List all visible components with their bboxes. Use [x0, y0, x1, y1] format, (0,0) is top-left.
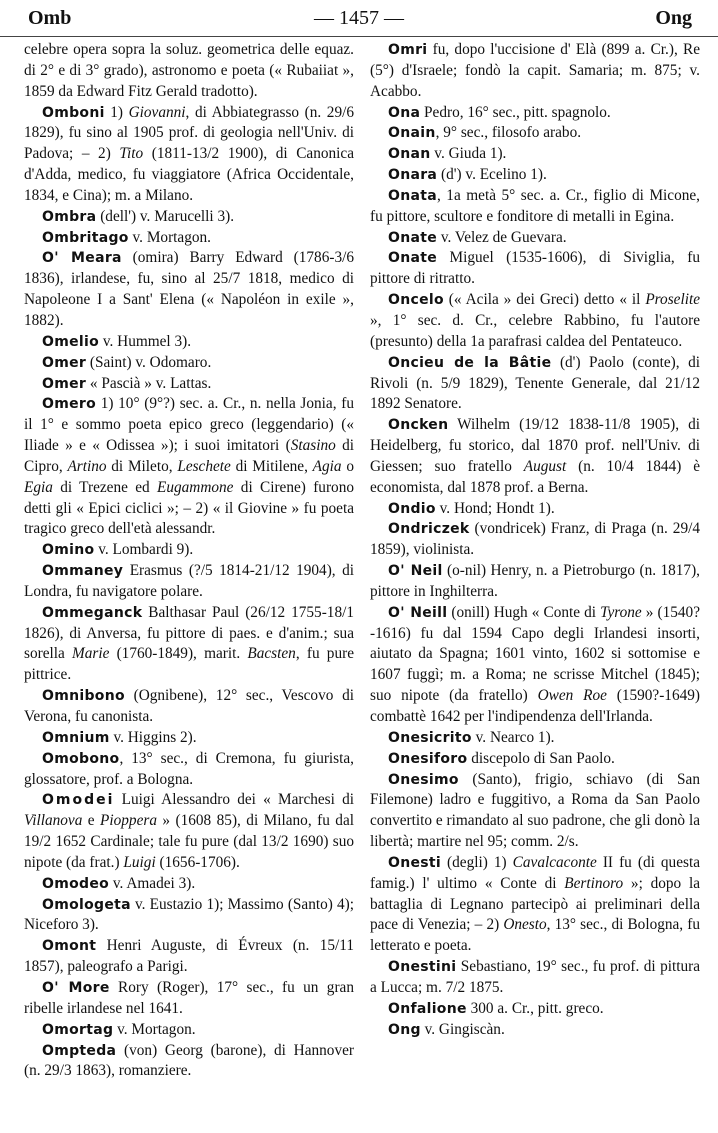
entry-text: « Pascià » v. Lattas.	[86, 374, 212, 392]
entry-text: v. Eustazio 1); Massimo (Santo) 4); Niceforo 3).	[24, 895, 354, 934]
dictionary-entry	[370, 353, 700, 416]
entry-text: , 1a metà 5° sec. a. Cr., figlio di Micone, fu pittore, scultore e fonditore di metalli in Egina.	[370, 186, 700, 225]
entry-headword: Oncken	[388, 417, 449, 434]
entry-italic: Tyrone	[600, 603, 642, 621]
entry-text: v. Amadei 3).	[109, 874, 196, 892]
dictionary-entry	[24, 686, 354, 728]
entry-italic: Proselite	[645, 291, 700, 309]
entry-italic: Leschete	[177, 457, 231, 475]
dictionary-entry	[24, 749, 354, 791]
dictionary-entry	[370, 123, 700, 144]
entry-text: (vondricek) Franz, di Praga (n. 29/4 1859), violinista.	[370, 520, 700, 559]
entry-text: v. Higgins 2).	[109, 728, 197, 746]
dictionary-entry	[24, 103, 354, 207]
entry-text: discepolo di San Paolo.	[467, 749, 615, 767]
entry-headword: Omelio	[42, 333, 100, 350]
dictionary-entry	[370, 228, 700, 249]
dictionary-entry	[370, 144, 700, 165]
dictionary-entry	[370, 40, 700, 103]
entry-text: di Cirene) furono detti gli « Epici ciclici »; – 2) « il Giovine » fu poeta tragico greco dell'età alessandr.	[24, 478, 354, 538]
entry-text: » (1540?-1616) fu dal 1594 Capo degli Irlandesi insorti, aiutato da Spagna; 1601 vinto, 1602 si sottomise e 1607 fuggì; m. a Roma; ne scrisse Mitchel (1845); suo nipote (da fratello)	[370, 603, 700, 705]
entry-text: di Trezene ed	[52, 478, 157, 496]
entry-italic: Tito	[119, 145, 144, 163]
entry-headword: Ombritago	[42, 229, 129, 246]
dictionary-entry	[370, 186, 700, 228]
entry-italic: Egia	[24, 478, 53, 496]
entry-text: v. Giuda 1).	[430, 145, 507, 163]
entry-text: (Ognibene), 12° sec., Vescovo di Verona, fu canonista.	[24, 687, 354, 725]
dictionary-entry	[370, 103, 700, 124]
entry-text: Rory (Roger), 17° sec., fu un gran ribelle irlandese nel 1641.	[24, 978, 354, 1017]
entry-headword: Ompteda	[42, 1042, 117, 1059]
entry-headword: Onate	[388, 229, 438, 246]
entry-text: » (1608 85), di Milano, fu dal 19/2 1652 Cardinale; tale fu pure (dal 13/2 1690) suo nipote (da frat.)	[24, 812, 354, 871]
dictionary-entry	[370, 499, 700, 520]
entry-text: , 13° sec., di Bologna, fu letterato e poeta.	[370, 916, 700, 955]
dictionary-entry	[370, 999, 700, 1020]
entry-headword: Oncelo	[388, 292, 444, 309]
entry-headword: Omobono	[42, 750, 120, 767]
entry-headword: Onesti	[388, 854, 441, 871]
entry-headword: Omnium	[42, 729, 110, 746]
entry-text: celebre opera sopra la soluz. geometrica delle equaz. di 2° e di 3° grado), astronomo e poeta (« Rubaiiat », 1859 da Edward Fitz Gerald tradotto).	[24, 41, 354, 100]
entry-headword: Ondio	[388, 500, 436, 517]
dictionary-entry	[24, 394, 354, 540]
entry-text: (d') Paolo (conte), di Rivoli (n. 5/9 1829), Tenente Generale, dal 21/12 1892 Senatore.	[370, 353, 700, 413]
entry-headword: Onan	[388, 146, 431, 163]
entry-italic: Cavalcaconte	[512, 853, 597, 871]
entry-headword: Omboni	[42, 104, 105, 121]
entry-italic: Villanova	[24, 812, 83, 830]
entry-headword: Omer	[42, 354, 87, 371]
entry-text: (omira) Barry Edward (1786-3/6 1836), irlandese, fu, sino al 25/7 1818, medico di Napoleone I a Sant' Elena (« Napoléon in exile », 1882).	[24, 249, 354, 329]
entry-text: v. Velez de Guevara.	[437, 228, 567, 246]
entry-headword: Onesicrito	[388, 729, 472, 746]
dictionary-entry	[370, 770, 700, 853]
page-number: — 1457 —	[314, 7, 404, 29]
entry-text: (1760-1849), marit.	[109, 645, 248, 663]
dictionary-entry	[24, 540, 354, 561]
dictionary-entry	[370, 957, 700, 999]
entry-text: Erasmus (?/5 1814-21/12 1904), di Londra, fu navigatore polare.	[24, 562, 354, 600]
entry-headword: Omologeta	[42, 896, 131, 913]
entry-text: di Cipro,	[24, 437, 354, 475]
entry-text: di Mileto,	[106, 457, 178, 475]
entry-text: v. Nearco 1).	[471, 728, 555, 746]
dictionary-entry	[370, 290, 700, 353]
header-left-guideword: Omb	[28, 7, 72, 29]
dictionary-entry	[24, 1020, 354, 1041]
entry-headword: Onfalione	[388, 1000, 467, 1017]
entry-italic: Agia	[312, 457, 342, 475]
entry-italic: Owen Roe	[537, 687, 607, 705]
dictionary-entry	[24, 728, 354, 749]
dictionary-entry	[24, 374, 354, 395]
entry-text: , 13° sec., di Cremona, fu giurista, glossatore, prof. a Bologna.	[24, 749, 354, 788]
dictionary-entry	[370, 728, 700, 749]
dictionary-entry	[24, 895, 354, 937]
entry-headword: Ondriczek	[388, 521, 470, 538]
entry-headword: O' More	[42, 979, 110, 996]
entry-text: Balthasar Paul (26/12 1755-18/1 1826), di Anversa, fu pittore di paes. e d'anim.; sua sorella	[24, 603, 354, 663]
dictionary-entry	[370, 519, 700, 561]
entry-headword: Ommeganck	[42, 604, 143, 621]
entry-headword: Omortag	[42, 1021, 114, 1038]
left-column	[24, 40, 354, 1082]
entry-text: , di Abbiategrasso (n. 29/6 1829), fu sino al 1905 prof. di geologia nell'Univ. di Padova; – 2)	[24, 103, 354, 163]
entry-text: 1) 10° (9°?) sec. a. Cr., n. nella Jonia, fu il 1° e sommo poeta epico greco (leggendario) (« Iliade » e « Odissea »); i suoi imitatori (	[24, 395, 354, 455]
entry-text: di Mitilene,	[230, 457, 313, 475]
entry-text: Sebastiano, 19° sec., fu prof. di pittura a Lucca; m. 7/2 1875.	[370, 958, 700, 996]
entry-text: », 1° sec. d. Cr., celebre Rabbino, fu l'autore (presunto) della 1a parafrasi caldea del Pentateuco.	[370, 311, 700, 350]
dictionary-entry	[24, 978, 354, 1020]
entry-text: , fu pure pittrice.	[24, 645, 354, 684]
entry-text: , 9° sec., filosofo arabo.	[435, 124, 582, 142]
entry-text: (1590?-1649) combattè 1642 per l'indipendenza dell'Irlanda.	[370, 687, 700, 725]
entry-italic: Onesto	[503, 916, 547, 934]
entry-italic: Eugammone	[156, 478, 234, 496]
entry-text: (n. 10/4 1844) è economista, dal 1878 prof. a Berna.	[370, 457, 700, 496]
entry-headword: Onesimo	[388, 771, 459, 788]
dictionary-entry	[370, 749, 700, 770]
dictionary-entry	[24, 353, 354, 374]
entry-text: (d') v. Ecelino 1).	[437, 166, 547, 184]
entry-text: (onill) Hugh « Conte di	[447, 603, 601, 621]
entry-headword: Omnibono	[42, 688, 125, 705]
entry-text: (« Acila » dei Greci) detto « il	[443, 291, 646, 309]
entry-text: Miguel (1535-1606), di Siviglia, fu pittore di ritratto.	[370, 249, 700, 288]
entry-italic: Luigi	[123, 853, 156, 871]
entry-headword: Onestini	[388, 959, 457, 976]
entry-text: 300 a. Cr., pitt. greco.	[466, 999, 604, 1017]
dictionary-entry	[24, 874, 354, 895]
entry-italic: Stasino	[290, 437, 336, 455]
entry-headword: Omer	[42, 375, 87, 392]
dictionary-entry	[370, 853, 700, 957]
entry-headword: Oncieu de la Bâtie	[388, 354, 552, 371]
entry-headword: Omero	[42, 396, 97, 413]
entry-headword: O' Neill	[388, 604, 448, 621]
entry-headword: Onate	[388, 250, 438, 267]
entry-text: v. Hond; Hondt 1).	[435, 499, 555, 517]
entry-text: v. Gingiscàn.	[420, 1020, 505, 1038]
entry-text: Luigi Alessandro dei « Marchesi di	[114, 791, 354, 809]
entry-text: o	[341, 457, 354, 475]
dictionary-entry	[370, 248, 700, 290]
entry-italic: Bacsten	[247, 645, 296, 663]
entry-text: Pedro, 16° sec., pitt. spagnolo.	[420, 103, 611, 121]
entry-text: II fu (di questa famig.) l' ultimo « Conte di	[370, 853, 700, 892]
entry-text: e	[82, 812, 101, 830]
entry-headword: Onara	[388, 167, 438, 184]
entry-headword: O' Meara	[42, 250, 122, 267]
dictionary-entry	[24, 936, 354, 978]
entry-text: (Saint) v. Odomaro.	[86, 353, 212, 371]
dictionary-entry	[24, 1041, 354, 1083]
entry-text: (von) Georg (barone), di Hannover (n. 29/3 1863), romanziere.	[24, 1041, 354, 1080]
entry-text: (o-nil) Henry, n. a Pietroburgo (n. 1817), pittore in Inghilterra.	[370, 562, 700, 600]
entry-italic: Artino	[67, 457, 107, 475]
entry-headword: Onata	[388, 187, 437, 204]
entry-headword: Ombra	[42, 208, 97, 225]
right-column	[370, 40, 700, 1041]
entry-text: v. Lombardi 9).	[94, 541, 194, 559]
entry-italic: Pioppera	[100, 812, 157, 830]
entry-text: Henri Auguste, di Évreux (n. 15/11 1857), paleografo a Parigi.	[24, 937, 354, 976]
dictionary-entry	[24, 790, 354, 873]
entry-text: v. Mortagon.	[113, 1020, 196, 1038]
entry-headword: Ona	[388, 104, 421, 121]
entry-text: (degli) 1)	[441, 853, 513, 871]
entry-text: (Santo), frigio, schiavo (di San Filemone) ladro e fuggitivo, a Roma da San Paolo convertito e rimandato al suo padrone, che gli donò la libertà; martire nel 95; comm. 2/s.	[370, 770, 700, 851]
entry-text: (1656-1706).	[155, 853, 240, 871]
entry-italic: Marie	[71, 645, 110, 663]
entry-italic: Bertinoro	[564, 874, 624, 892]
entry-text: »; dopo la battaglia di Legnano partecipò ai preliminari della pace di Venezia; – 2)	[370, 874, 700, 934]
entry-headword: Omodeo	[42, 875, 110, 892]
entry-italic: Giovanni	[128, 103, 186, 121]
dictionary-entry	[24, 228, 354, 249]
entry-italic: August	[523, 457, 567, 475]
entry-headword: Onesiforo	[388, 750, 468, 767]
entry-headword: Omont	[42, 938, 97, 955]
dictionary-entry	[24, 561, 354, 603]
entry-headword: Omri	[388, 42, 428, 58]
dictionary-entry	[24, 40, 354, 103]
entry-headword: Ong	[388, 1021, 421, 1038]
entry-text: (dell') v. Marucelli 3).	[96, 207, 235, 225]
dictionary-entry	[24, 332, 354, 353]
dictionary-entry	[370, 165, 700, 186]
entry-headword: Ommaney	[42, 563, 124, 580]
entry-text: (1811-13/2 1900), di Canonica d'Adda, medico, fu viaggiatore (Africa Occidentale, 1834, e Cina); m. a Milano.	[24, 145, 354, 204]
dictionary-entry	[370, 415, 700, 498]
page-header	[0, 0, 718, 37]
entry-text: fu, dopo l'uccisione d' Elà (899 a. Cr.), Re (5°) d'Israele; fondò la capit. Samaria; m. 875; v. Acabbo.	[370, 41, 700, 100]
header-right-guideword: Ong	[655, 7, 692, 29]
entry-text: Wilhelm (19/12 1838-11/8 1905), di Heidelberg, fu storico, dal 1870 prof. nell'Univ. di Giessen; suo fratello	[370, 416, 700, 475]
entry-headword: Onain	[388, 125, 436, 142]
dictionary-entry	[24, 603, 354, 686]
dictionary-entry	[370, 1020, 700, 1041]
entry-headword: Omodei	[42, 792, 115, 809]
entry-text: 1)	[104, 103, 129, 121]
dictionary-entry	[24, 248, 354, 331]
dictionary-entry	[370, 603, 700, 728]
dictionary-entry	[370, 561, 700, 603]
entry-headword: O' Neil	[388, 563, 443, 580]
entry-headword: Omino	[42, 542, 95, 559]
dictionary-entry	[24, 207, 354, 228]
entry-text: v. Mortagon.	[128, 228, 211, 246]
entry-text: v. Hummel 3).	[99, 332, 192, 350]
